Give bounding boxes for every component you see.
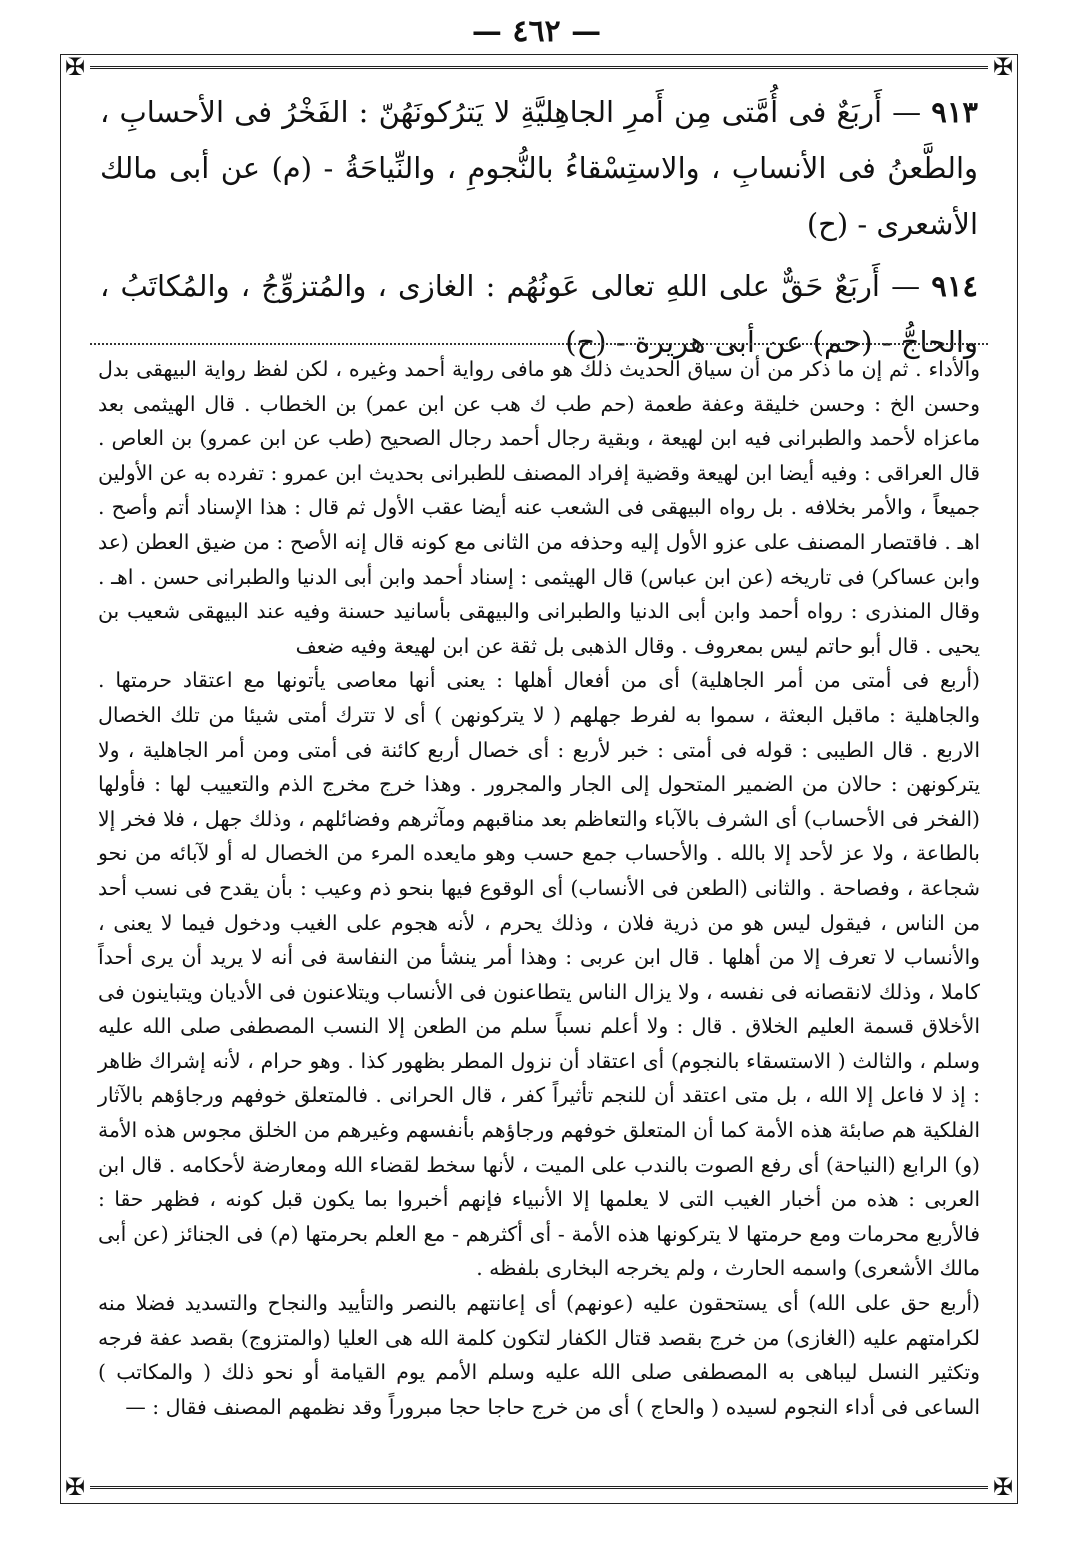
- hadith-number: ٩١٣: [931, 95, 979, 129]
- frame-bottom-rule: [90, 1486, 988, 1489]
- hadith-text: — أَربَعٌ فى أُمَّتى مِن أَمرِ الجاهِليَّةِ لا يَترُكونَهُنّ : الفَخْرُ فى الأحسابِ ، والطَّعنُ فى الأنسابِ ، والاستِسْقاءُ بالنُّجومِ ، والنِّياحَةُ - (م) عن أبى مالك الأشعرى - (ح): [100, 95, 978, 241]
- hadith-number: ٩١٤: [931, 269, 978, 303]
- page-number: — ٤٦٢ —: [471, 14, 602, 49]
- frame-top-rule: [90, 66, 988, 69]
- corner-ornament-icon: ✠: [64, 1473, 86, 1501]
- commentary-paragraph: (أربع فى أمتى من أمر الجاهلية) أى من أفعال أهلها : يعنى أنها معاصى يأتونها مع اعتقاد حرمتها . والجاهلية : ماقبل البعثة ، سموا به لفرط جهلهم ( لا يتركونهن ) أى لا تترك أمتى شيئا من تلك الخصال الاربع . قال الطيبى : قوله فى أمتى : خبر لأربع : أى خصال أربع كائنة فى أمتى ومن أمر الجاهلية ، ولا يتركونهن : حالان من الضمير المتحول إلى الجار والمجرور . وهذا خرج مخرج الذم والتعييب لها : فأولها (الفخر فى الأحساب) أى الشرف بالآباء والتعاظم بعد مناقبهم ومآثرهم وفضائلهم ، وذلك جهل ، فلا فخر إلا بالطاعة ، ولا عز لأحد إلا بالله . والأحساب جمع حسب وهو مايعده المرء من الخصال له أو لآبائه من نحو شجاعة ، وفصاحة . والثانى (الطعن فى الأنساب) أى الوقوع فيها بنحو ذم وعيب : بأن يقدح فى نسب أحد من الناس ، فيقول ليس هو من ذرية فلان ، وذلك يحرم ، لأنه هجوم على الغيب ودخول فيما لا يعنى ، والأنساب لا تعرف إلا من أهلها . قال ابن عربى : وهذا أمر ينشأ من النفاسة فى أنه لا يريد أن يرى أحداً كاملا ، وذلك لانقصانه فى نفسه ، ولا يزال الناس يتطاعنون فى الأنساب ويتلاعنون فى الأديان ويتباينون فى الأخلاق قسمة العليم الخلاق . قال : ولا أعلم نسباً سلم من الطعن إلا النسب المصطفى صلى الله عليه وسلم ، والثالث ( الاستسقاء بالنجوم) أى اعتقاد أن نزول المطر بظهور كذا . وهو حرام ، لأنه إشراك ظاهر : إذ لا فاعل إلا الله ، بل متى اعتقد أن للنجم تأثيراً كفر ، قال الحرانى . فالمتعلق خوفهم ورجاؤهم بالآثار الفلكية هم صابئة هذه الأمة كما أن المتعلق خوفهم ورجاؤهم بأنفسهم وغيرهم من الخلق مجوس هذه الأمة (و) الرابع (النياحة) أى رفع الصوت بالندب على الميت ، لأنها سخط لقضاء الله ومعارضة لأحكامه . قال ابن العربى : هذه من أخبار الغيب التى لا يعلمها إلا الأنبياء فإنهم أخبروا بما يكون قبل كونه ، فظهر حقا : فالأربع محرمات ومع حرمتها لا يتركونها هذه الأمة - أى أكثرهم - مع العلم بحرمتها (م) فى الجنائز (عن أبى مالك الأشعرى) واسمه الحارث ، ولم يخرجه البخارى بلفظه .: [98, 668, 980, 1281]
- dotted-separator: [90, 343, 988, 345]
- corner-ornament-icon: ✠: [992, 1473, 1014, 1501]
- hadith-text: — أَربَعٌ حَقٌّ على اللهِ تعالى عَونُهُم : الغازى ، والمُتزوِّجُ ، والمُكاتَبُ ، والحاجُّ - (حم) عن أبى هريرة - (ح): [100, 269, 978, 359]
- hadith-section: [90, 84, 988, 376]
- corner-ornament-icon: ✠: [64, 53, 86, 81]
- commentary-paragraph: والأداء . ثم إن ما ذكر من أن سياق الحديث ذلك هو مافى رواية أحمد وغيره ، لكن لفظ رواية البيهقى بدل وحسن الخ : وحسن خليقة وعفة طعمة (حم طب ك هب عن ابن عمر) بن الخطاب . قال الهيثمى بعد ماعزاه لأحمد والطبرانى فيه ابن لهيعة ، وبقية رجال أحمد رجال الصحيح (طب عن ابن عمرو) بن العاص . قال العراقى : وفيه أيضا ابن لهيعة وقضية إفراد المصنف للطبرانى بحديث ابن عمرو : تفرده به عن الأولين جميعاً ، والأمر بخلافه . بل رواه البيهقى فى الشعب عنه أيضا عقب الأول ثم قال : هذا الإسناد أتم وأصح . اهـ . فاقتصار المصنف على عزو الأول إليه وحذفه من الثانى مع كونه قال إنه الأصح : من ضيق العطن (عد وابن عساكر) فى تاريخه (عن ابن عباس) قال الهيثمى : إسناد أحمد وابن أبى الدنيا والطبرانى حسن . اهـ . وقال المنذرى : رواه أحمد وابن أبى الدنيا والطبرانى والبيهقى بأسانيد حسنة وفيه عند البيهقى شعيب بن يحيى . قال أبو حاتم ليس بمعروف . وقال الذهبى بل ثقة عن ابن لهيعة وفيه ضعف: [98, 357, 980, 658]
- commentary-paragraph: (أربع حق على الله) أى يستحقون عليه (عونهم) أى إعانتهم بالنصر والتأييد والنجاح والتسديد فضلا منه لكرامتهم عليه (الغازى) من خرج بقصد قتال الكفار لتكون كلمة الله هى العليا (والمتزوج) بقصد عفة فرجه وتكثير النسل ليباهى به المصطفى صلى الله عليه وسلم الأمم يوم القيامة أو نحو ذلك ( والمكاتب ) الساعى فى أداء النجوم لسيده ( والحاج ) أى من خرج حاجا حجا مبروراً وقد نظمهم المصنف فقال : —: [98, 1291, 980, 1419]
- commentary-section: [90, 352, 988, 1424]
- corner-ornament-icon: ✠: [992, 53, 1014, 81]
- hadith-913: [90, 84, 988, 252]
